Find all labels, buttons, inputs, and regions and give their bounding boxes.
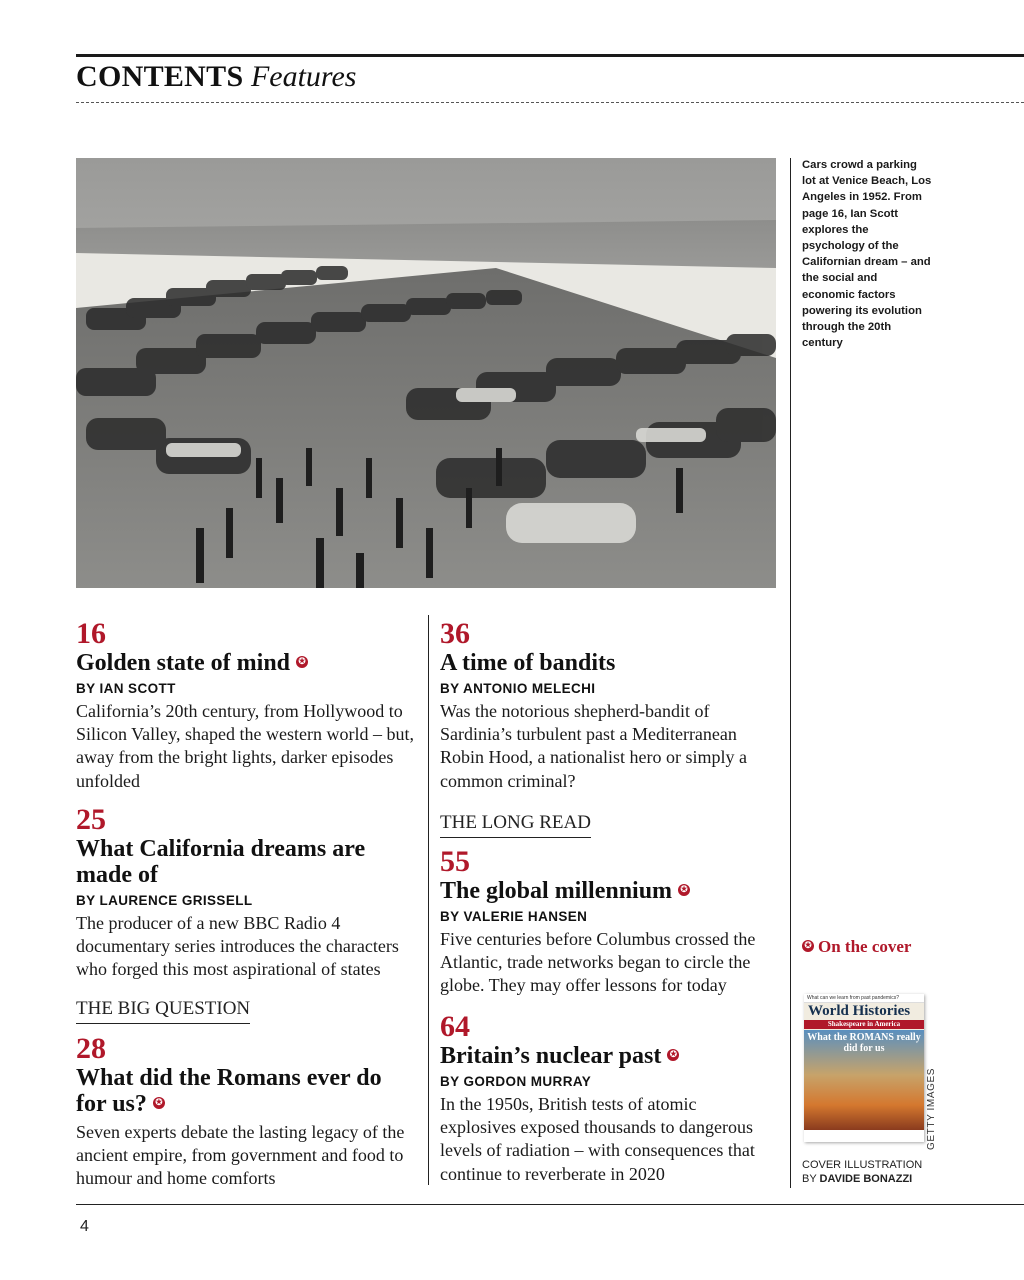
- page-number: 36: [440, 617, 470, 650]
- venice-beach-photo: [76, 158, 776, 588]
- on-cover-star-icon: ✪: [153, 1097, 165, 1109]
- feature-entry[interactable]: [76, 618, 416, 793]
- photo-credit: GETTY IMAGES: [926, 1067, 937, 1150]
- cover-masthead: World Histories: [808, 1003, 911, 1019]
- feature-byline: BY ANTONIO MELECHI: [440, 681, 596, 696]
- feature-title[interactable]: What did the Romans ever do for us? ✪: [76, 1065, 382, 1117]
- feature-description: Seven experts debate the lasting legacy of the ancient empire, from government and food to humour and home comforts: [76, 1122, 405, 1189]
- feature-entry[interactable]: [76, 804, 416, 982]
- header-dashed-rule: [76, 102, 1024, 103]
- feature-title[interactable]: The global millennium ✪: [440, 878, 775, 904]
- cover-credit-by: BY: [802, 1173, 817, 1185]
- top-rule: [76, 54, 1024, 57]
- feature-byline: BY VALERIE HANSEN: [440, 909, 588, 924]
- on-cover-star-icon: ✪: [678, 884, 690, 896]
- column-divider: [428, 615, 429, 1185]
- on-cover-star-icon: ✪: [296, 656, 308, 668]
- feature-entry[interactable]: [440, 618, 775, 793]
- cover-footer: [804, 1130, 924, 1142]
- feature-title[interactable]: Golden state of mind ✪: [76, 650, 416, 676]
- section-title: CONTENTS: [76, 60, 244, 93]
- feature-description: The producer of a new BBC Radio 4 documentary series introduces the characters who forged this most aspirational of states: [76, 913, 399, 980]
- cover-strap: Shakespeare in America: [804, 1020, 924, 1029]
- photo-caption: Cars crowd a parking lot at Venice Beach, Los Angeles in 1952. From page 16, Ian Scott explores the psychology of the Californian dream – and the social and economic factors powering its evolution through the 20th century: [802, 159, 932, 350]
- feature-description: In the 1950s, British tests of atomic explosives exposed thousands to dangerous levels of radiation – with consequences that continue to reverberate in 2020: [440, 1094, 755, 1184]
- page-number: 25: [76, 803, 106, 836]
- feature-title[interactable]: What California dreams are made of: [76, 836, 366, 888]
- feature-byline: BY LAURENCE GRISSELL: [76, 893, 253, 908]
- feature-description: California’s 20th century, from Hollywood to Silicon Valley, shaped the western world – but, away from the bright lights, darker episodes unfolded: [76, 701, 414, 791]
- page-number: 28: [76, 1032, 106, 1065]
- page-number: 16: [76, 617, 106, 650]
- cover-credit: [802, 1158, 922, 1186]
- feature-byline: BY GORDON MURRAY: [440, 1074, 592, 1089]
- cover-credit-name: DAVIDE BONAZZI: [819, 1173, 913, 1185]
- feature-byline: BY IAN SCOTT: [76, 681, 176, 696]
- folio-page-number: 4: [80, 1218, 89, 1235]
- feature-description: Five centuries before Columbus crossed the Atlantic, trade networks began to circle the globe. They may offer lessons for today: [440, 929, 756, 996]
- cover-headline: What the ROMANS really did for us: [807, 1032, 921, 1054]
- feature-entry[interactable]: [440, 1011, 775, 1186]
- cover-credit-prefix: COVER ILLUSTRATION: [802, 1159, 923, 1171]
- sidebar-rule: [790, 158, 791, 1188]
- feature-entry[interactable]: [76, 1033, 416, 1191]
- page-header: [76, 60, 356, 94]
- feature-description: Was the notorious shepherd-bandit of Sardinia’s turbulent past a Mediterranean Robin Hood, a nationalist hero or simply a common criminal?: [440, 701, 747, 791]
- magazine-cover-thumbnail[interactable]: [804, 994, 924, 1142]
- page-number: 55: [440, 845, 470, 878]
- feature-title[interactable]: A time of bandits: [440, 650, 616, 676]
- on-the-cover-label: ✪ On the cover: [802, 936, 912, 957]
- feature-photo: [76, 158, 776, 588]
- section-kicker: THE LONG READ: [440, 812, 591, 838]
- feature-entry[interactable]: [440, 846, 775, 998]
- page-number: 64: [440, 1010, 470, 1043]
- on-cover-star-icon: ✪: [667, 1049, 679, 1061]
- on-cover-star-icon: ✪: [802, 940, 814, 952]
- bottom-rule: [76, 1204, 1024, 1205]
- feature-title[interactable]: Britain’s nuclear past ✪: [440, 1043, 775, 1069]
- section-subtitle: Features: [250, 60, 357, 93]
- section-kicker: THE BIG QUESTION: [76, 998, 250, 1024]
- cover-topline: What can we learn from past pandemics?: [804, 994, 924, 1003]
